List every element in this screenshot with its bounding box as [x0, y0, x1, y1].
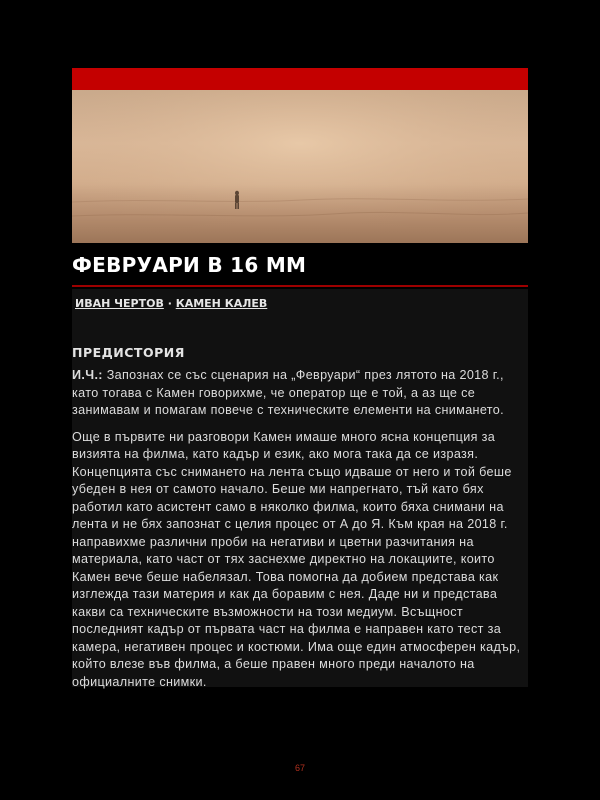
- paragraph-1: [72, 367, 528, 420]
- header-accent-bar: [72, 68, 528, 90]
- author-line: [75, 296, 267, 312]
- foggy-landscape-image: [72, 90, 528, 243]
- title-divider: [72, 285, 528, 287]
- page-number: 67: [294, 763, 305, 773]
- author-link-ivan-chertov[interactable]: ИВАН ЧЕРТОВ: [75, 297, 164, 310]
- article-text: [72, 367, 528, 700]
- speaker-initials: И.Ч.:: [72, 368, 103, 382]
- author-separator: ·: [167, 297, 172, 310]
- hero-photo: [72, 90, 528, 243]
- article-title: ФЕВРУАРИ В 16 ММ: [72, 253, 307, 277]
- paragraph-2: Още в първите ни разговори Камен имаше много ясна концепция за визията на филма, като кадър и език, ако мога така да се изразя. Концепцията със снимането на лента също идваше от него и той беше убеден в нея от самото начало. Беше ми напрегнато, тъй като бях работил като асистент само в няколко филма, които бяха снимани на лента и не бях запознат с целия процес от А до Я. Към края на 2018 г. направихме различни проби на негативи и цветни разчитания на материала, като част от тях заснехме директно на локациите, които Камен вече беше набелязал. Това помогна да добием представа как изглежда тази материя и как да боравим с нея. Даде ни и представа какви са техническите възможности на този медиум. Всъщност последният кадър от първата част на филма е направен като тест за камера, негативен процес и костюми. Има още един атмосферен кадър, който влезе във филма, а беше правен много преди началото на официалните снимки.: [72, 429, 521, 689]
- section-heading: ПРЕДИСТОРИЯ: [72, 345, 185, 360]
- author-link-kamen-kalev[interactable]: КАМЕН КАЛЕВ: [175, 297, 268, 310]
- paragraph-1-text: Запознах се със сценария на „Февруари“ през лятото на 2018 г., като тогава с Камен говорихме, че оператор ще е той, а аз ще се занимавам и помагам повече с техническите елементи на снимането.: [72, 368, 504, 417]
